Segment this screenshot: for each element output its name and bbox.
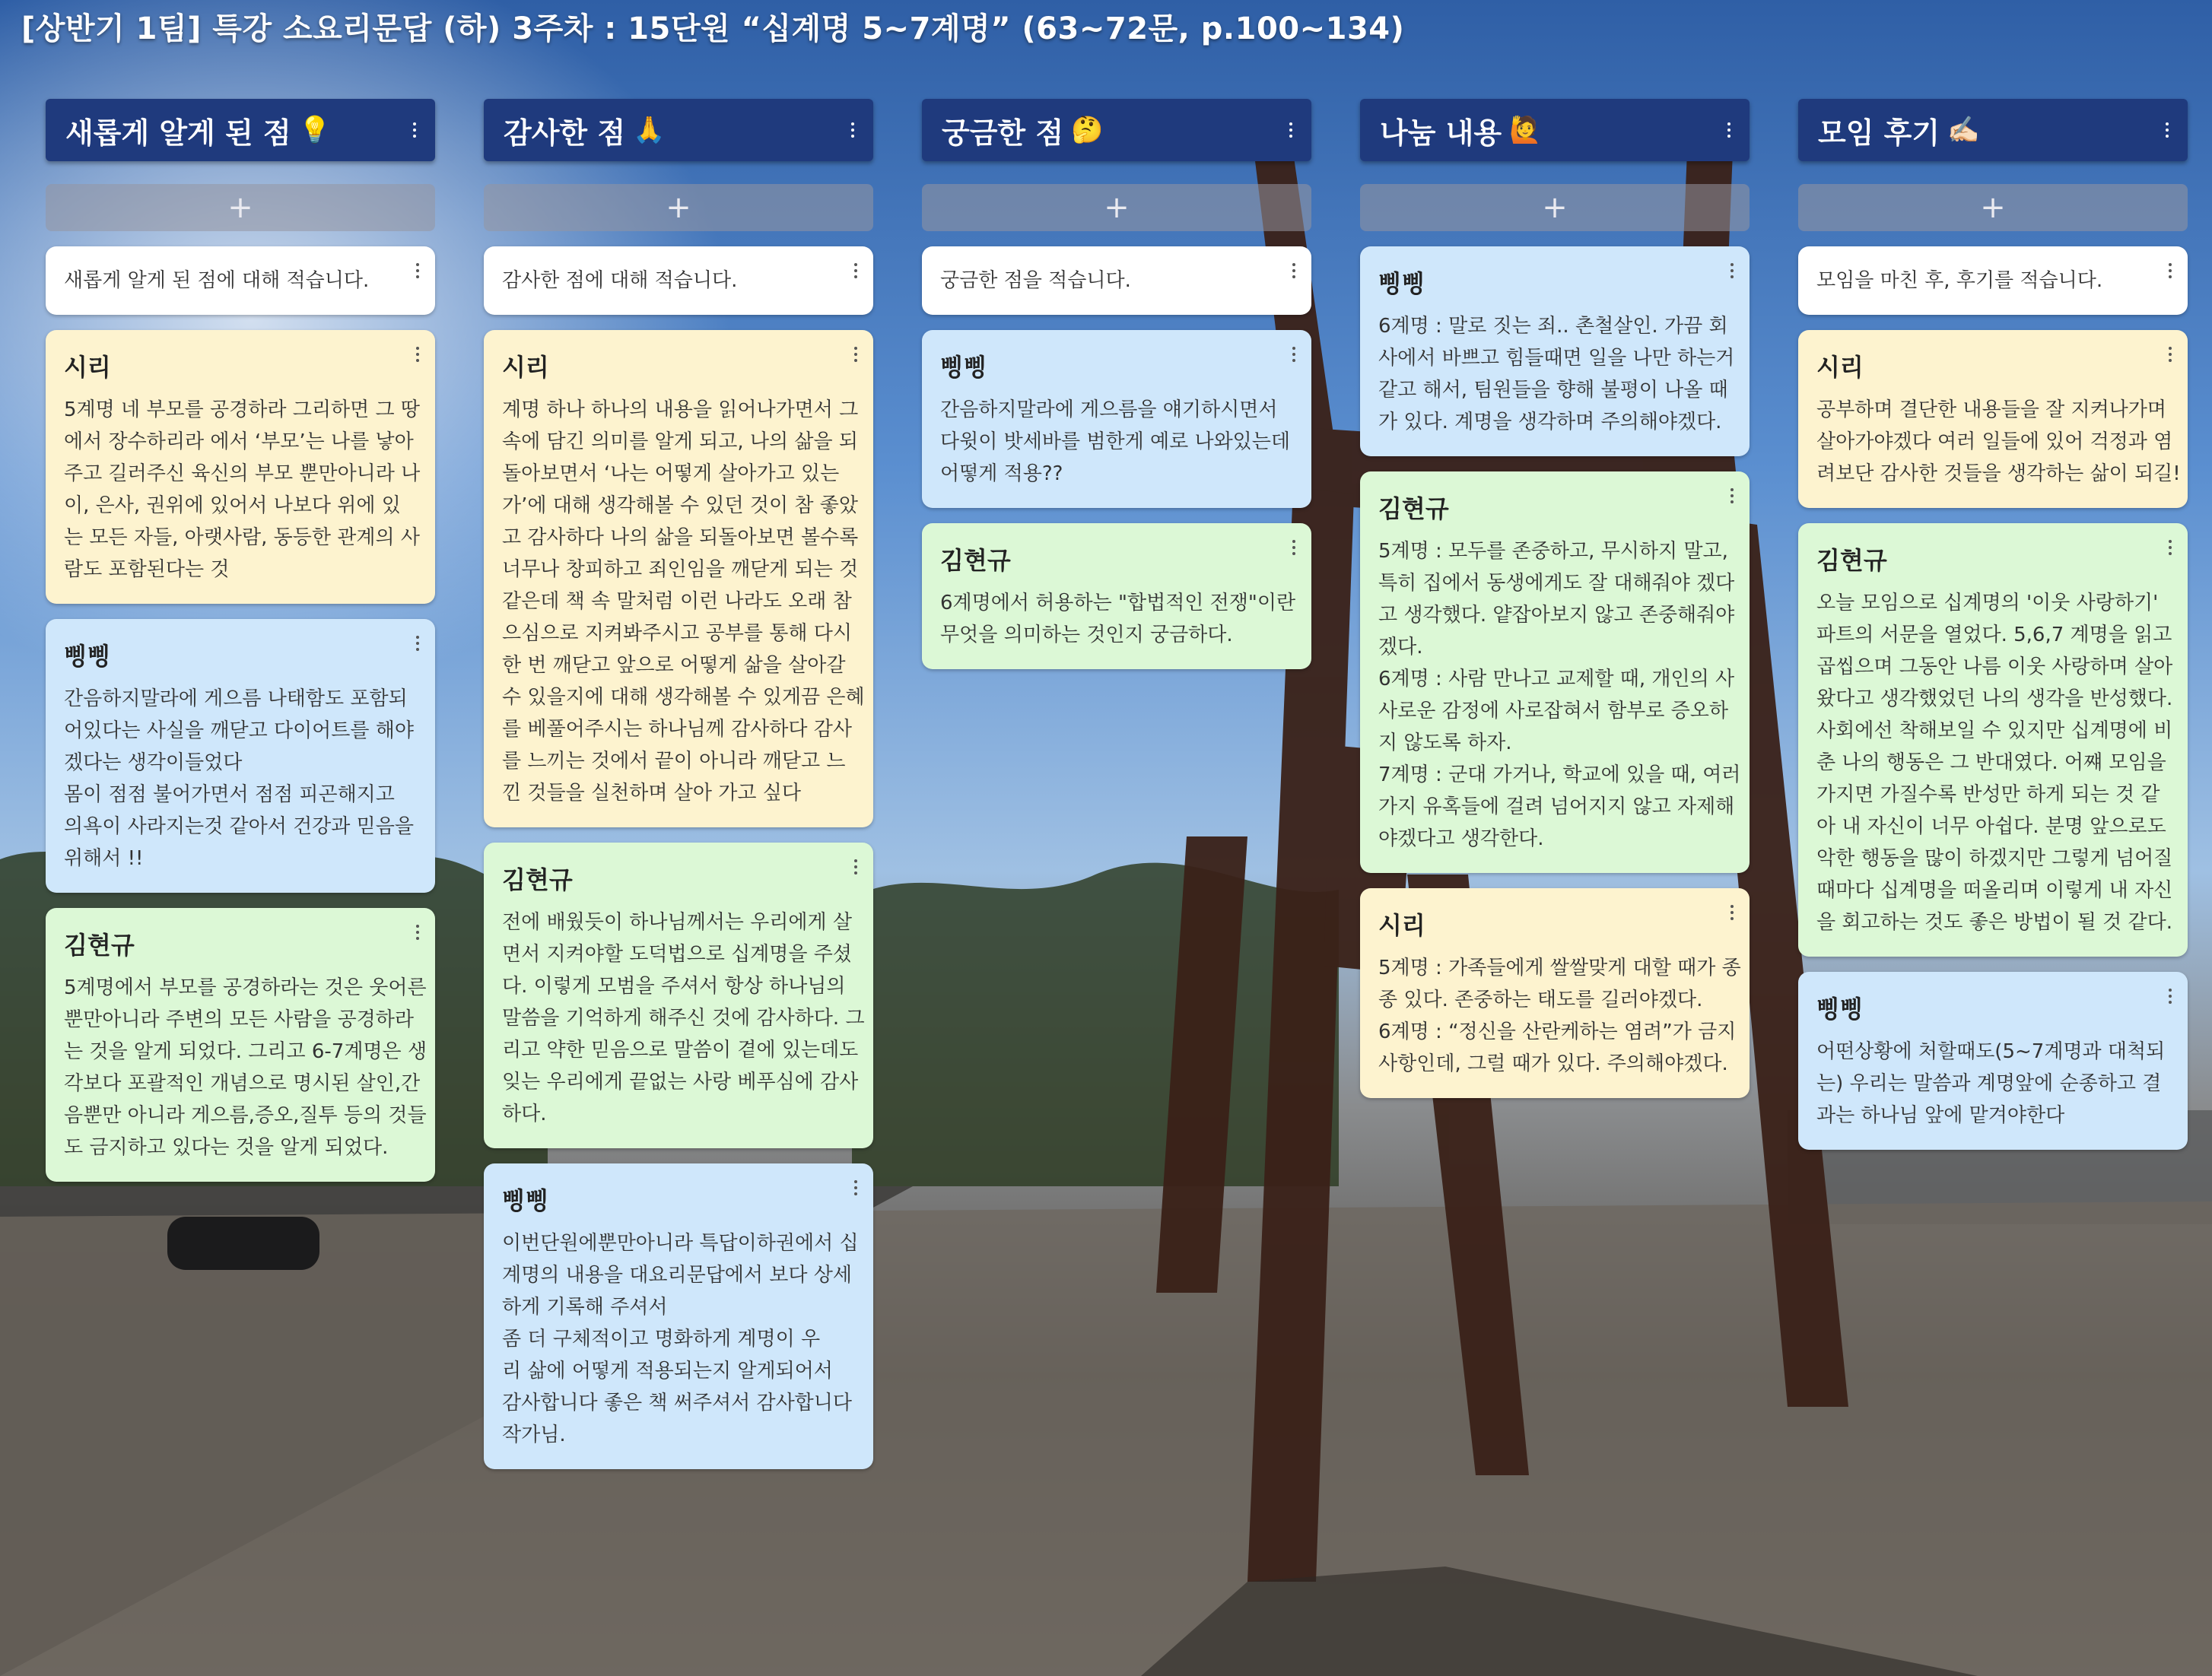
card[interactable] — [484, 843, 873, 1148]
card-text-line: 속에 담긴 의미를 알게 되고, 나의 삶을 되 — [502, 430, 858, 453]
card-text-line: 낀 것들을 실천하며 살아 가고 싶다 — [502, 782, 801, 805]
card-text-line: 고 감사하다 나의 삶을 되돌아보면 볼수록 — [502, 526, 859, 549]
card-text-line: 면서 지켜야할 도덕법으로 십계명을 주셨 — [502, 943, 853, 966]
card-text-line: 간음하지말라에 게으름을 얘기하시면서 — [940, 398, 1278, 421]
card-text-line: 춘 나의 행동은 그 반대였다. 어쨰 모임을 — [1816, 751, 2166, 774]
card-text-line: 사회에선 착해보일 수 있지만 십계명에 비 — [1816, 719, 2173, 742]
card-text-line: 겠다는 생각이들었다 — [64, 751, 243, 774]
card-text-line: 사로운 감정에 사로잡혀서 함부로 증오하 — [1378, 700, 1729, 722]
card-text-line: 지 않도록 하자. — [1378, 732, 1512, 754]
card-text-line: 궁금한 점을 적습니다. — [940, 269, 1131, 292]
card-text-line: 너무나 창피하고 죄인임을 깨닫게 되는 것 — [502, 558, 859, 581]
card-author: 김현규 — [64, 931, 135, 960]
card-text-line: 파트의 서문을 열었다. 5,6,7 계명을 읽고 — [1816, 624, 2172, 646]
card-text-line: 5계명 네 부모를 공경하라 그리하면 그 땅 — [64, 398, 420, 421]
card-menu-icon[interactable] — [1728, 263, 1736, 278]
card[interactable] — [922, 246, 1311, 315]
card-text-line: 모임을 마친 후, 후기를 적습니다. — [1816, 269, 2103, 292]
card-text-line: 하게 기록해 주셔서 — [502, 1296, 668, 1319]
card-text-line: 려보단 감사한 것들을 생각하는 삶이 되길! — [1816, 462, 2181, 485]
column-sharing — [1360, 99, 1750, 1098]
card-text-line: 5계명 : 가족들에게 쌀쌀맞게 대할 때가 종 — [1378, 957, 1741, 979]
card-menu-icon[interactable] — [852, 263, 860, 278]
card-text-line: 가지면 가질수록 반성만 하게 되는 것 같 — [1816, 783, 2160, 806]
card-text-line: 5계명 : 모두를 존중하고, 무시하지 말고, — [1378, 540, 1728, 563]
add-card-button[interactable]: + — [46, 184, 435, 231]
card[interactable] — [1798, 972, 2188, 1150]
card-text-line: 람도 포함된다는 것 — [64, 558, 230, 581]
card[interactable] — [484, 246, 873, 315]
card-text-line: 좀 더 구체적이고 명화하게 계명이 우 — [502, 1328, 821, 1351]
card-text-line: 어있다는 사실을 깨닫고 다이어트를 해야 — [64, 719, 415, 742]
column-menu-icon[interactable] — [849, 122, 857, 138]
card-author: 삥삥 — [1378, 269, 1425, 298]
card[interactable] — [46, 619, 435, 893]
card-author: 김현규 — [1378, 494, 1449, 523]
column-menu-icon[interactable] — [411, 122, 418, 138]
column-header — [1798, 99, 2188, 161]
card-menu-icon[interactable] — [2166, 989, 2174, 1004]
card-text-line: 각보다 포괄적인 개념으로 명시된 살인,간 — [64, 1072, 421, 1095]
card-menu-icon[interactable] — [1290, 263, 1298, 278]
card[interactable] — [922, 330, 1311, 508]
board-title: [상반기 1팀] 특강 소요리문답 (하) 3주차 : 15단원 “십계명 5~7계명” (63~72문, p.100~134) — [21, 11, 1405, 46]
car — [167, 1217, 319, 1270]
column-meeting-review — [1798, 99, 2188, 1150]
lightbulb-icon: 💡 — [298, 115, 331, 145]
card[interactable] — [1798, 330, 2188, 508]
card-text-line: 뿐만아니라 주변의 모든 사람을 공경하라 — [64, 1008, 415, 1031]
card-text-line: 고 생각했다. 얕잡아보지 않고 존중해줘야 — [1378, 604, 1735, 627]
card-text-line: 는 모든 자들, 아랫사람, 동등한 관계의 사 — [64, 526, 420, 549]
card-text-line: 주고 길러주신 육신의 부모 뿐만아니라 나 — [64, 462, 421, 485]
card-text-line: 6계명 : 말로 짓는 죄.. 촌철살인. 가끔 회 — [1378, 315, 1728, 338]
card-text-line: 을 회고하는 것도 좋은 방법이 될 것 같다. — [1816, 911, 2172, 934]
card-text-line: 다윗이 밧세바를 범한게 예로 나와있는데 — [940, 430, 1291, 453]
card-text-line: 감사합니다 좋은 책 써주셔서 감사합니다 — [502, 1392, 853, 1414]
card-text-line: 간음하지말라에 게으름 나태함도 포함되 — [64, 687, 408, 710]
card-text-line: 종 있다. 존중하는 태도를 길러야겠다. — [1378, 989, 1703, 1011]
thinking-face-icon: 🤔 — [1071, 115, 1104, 145]
column-header — [484, 99, 873, 161]
card-menu-icon[interactable] — [414, 636, 421, 651]
card-menu-icon[interactable] — [1728, 905, 1736, 920]
card-text-line: 가지 유혹들에 걸려 넘어지지 않고 자제해 — [1378, 795, 1735, 818]
card-menu-icon[interactable] — [852, 859, 860, 875]
card-menu-icon[interactable] — [1290, 540, 1298, 555]
card-author: 삥삥 — [940, 353, 987, 382]
card-author: 김현규 — [502, 865, 573, 894]
card-text-line: 7계명 : 군대 가거나, 학교에 있을 때, 여러 — [1378, 763, 1741, 786]
card[interactable] — [922, 523, 1311, 669]
card-text-line: 5계명에서 부모를 공경하라는 것은 웃어른 — [64, 976, 427, 999]
card-text-line: 를 베풀어주시는 하나님께 감사하다 감사 — [502, 718, 853, 741]
card-author: 시리 — [502, 353, 549, 382]
card-text-line: 작가님. — [502, 1424, 566, 1446]
column-title: 감사한 점 — [504, 116, 626, 150]
card[interactable] — [1360, 246, 1750, 456]
card-text-line: 때마다 십계명을 떠올리며 이렇게 내 자신 — [1816, 879, 2173, 902]
card-author: 김현규 — [1816, 546, 1887, 575]
card-text-line: 이, 은사, 권위에 있어서 나보다 위에 있 — [64, 494, 401, 517]
card[interactable] — [46, 330, 435, 604]
card-menu-icon[interactable] — [1728, 488, 1736, 503]
card-text-line: 는 것을 알게 되었다. 그리고 6-7계명은 생 — [64, 1040, 427, 1063]
card-text-line: 잊는 우리에게 끝없는 사랑 베푸심에 감사 — [502, 1071, 859, 1094]
card-text-line: 도 금지하고 있다는 것을 알게 되었다. — [64, 1136, 389, 1159]
card-text-line: 음뿐만 아니라 게으름,증오,질투 등의 것들 — [64, 1104, 427, 1127]
column-menu-icon[interactable] — [1725, 122, 1733, 138]
card[interactable] — [46, 246, 435, 315]
card[interactable] — [1798, 523, 2188, 957]
writing-hand-icon: ✍🏻 — [1947, 115, 1980, 145]
card-text-line: 사에서 바쁘고 힘들때면 일을 나만 하는거 — [1378, 347, 1735, 370]
card-menu-icon[interactable] — [2166, 263, 2174, 278]
card-text-line: 한 번 깨닫고 앞으로 어떻게 삶을 살아갈 — [502, 654, 846, 677]
card-menu-icon[interactable] — [414, 347, 421, 362]
card-text-line: 어떤상황에 처할때도(5~7계명과 대척되 — [1816, 1040, 2166, 1063]
column-header — [46, 99, 435, 161]
card-menu-icon[interactable] — [852, 347, 860, 362]
card-author: 삥삥 — [1816, 995, 1864, 1024]
column-title: 나눔 내용 — [1380, 116, 1502, 150]
card-text-line: 사항인데, 그럴 때가 있다. 주의해야겠다. — [1378, 1052, 1728, 1075]
card-text-line: 어떻게 적용?? — [940, 462, 1063, 485]
plaza — [0, 1201, 2212, 1676]
card-text-line: 야겠다고 생각한다. — [1378, 827, 1544, 850]
card-text-line: 6계명 : 사람 만나고 교제할 때, 개인의 사 — [1378, 668, 1735, 690]
card[interactable] — [46, 908, 435, 1182]
raising-hand-icon: 🙋 — [1509, 115, 1542, 145]
add-card-button[interactable]: + — [1798, 184, 2188, 231]
card-text-line: 말씀을 기억하게 해주신 것에 감사하다. 그 — [502, 1007, 865, 1030]
card-text-line: 특히 집에서 동생에게도 잘 대해줘야 겠다 — [1378, 572, 1735, 595]
add-card-button[interactable]: + — [484, 184, 873, 231]
card-text-line: 아 내 자신이 너무 아쉽다. 분명 앞으로도 — [1816, 815, 2166, 838]
card-text-line: 악한 행동을 많이 하겠지만 그렇게 넘어질 — [1816, 847, 2173, 870]
card-text-line: 오늘 모임으로 십계명의 '이웃 사랑하기' — [1816, 592, 2159, 614]
card-text-line: 겠다. — [1378, 636, 1423, 659]
card-menu-icon[interactable] — [2166, 347, 2174, 362]
card-text-line: 위해서 !! — [64, 847, 144, 870]
card-text-line: 곱씹으며 그동안 나름 이웃 사랑하며 살아 — [1816, 655, 2173, 678]
column-menu-icon[interactable] — [2163, 122, 2171, 138]
card[interactable] — [1360, 471, 1750, 873]
card-text-line: 6계명 : “정신을 산란케하는 염려”가 금지 — [1378, 1021, 1737, 1043]
card-text-line: 에서 장수하리라 에서 ‘부모’는 나를 낳아 — [64, 430, 414, 453]
praying-hands-icon: 🙏 — [633, 115, 666, 145]
card-text-line: 같고 해서, 팀원들을 향해 불평이 나올 때 — [1378, 379, 1728, 402]
card-text-line: 리 삶에 어떻게 적용되는지 알게되어서 — [502, 1360, 833, 1382]
card-menu-icon[interactable] — [414, 925, 421, 940]
card-text-line: 으심으로 지켜봐주시고 공부를 통해 다시 — [502, 622, 853, 645]
add-card-button[interactable]: + — [1360, 184, 1750, 231]
column-header — [1360, 99, 1750, 161]
column-questions — [922, 99, 1311, 669]
card-author: 시리 — [1378, 911, 1425, 940]
card-author: 삥삥 — [64, 642, 111, 671]
card-text-line: 공부하며 결단한 내용들을 잘 지켜나가며 — [1816, 398, 2167, 421]
card[interactable] — [1360, 888, 1750, 1098]
column-title: 새롭게 알게 된 점 — [65, 116, 291, 150]
card-author: 시리 — [1816, 353, 1864, 382]
card-text-line: 전에 배웠듯이 하나님께서는 우리에게 살 — [502, 911, 853, 934]
column-title: 모임 후기 — [1818, 116, 1940, 150]
card-text-line: 수 있을지에 대해 생각해볼 수 있게끔 은혜 — [502, 686, 865, 709]
column-title: 궁금한 점 — [942, 116, 1064, 150]
card-text-line: 돌아보면서 ‘나는 어떻게 살아가고 있는 — [502, 462, 840, 485]
card[interactable] — [484, 330, 873, 827]
card-author: 삥삥 — [502, 1186, 549, 1215]
card-text-line: 를 느끼는 것에서 끝이 아니라 깨닫고 느 — [502, 750, 846, 773]
card-menu-icon[interactable] — [852, 1180, 860, 1195]
column-menu-icon[interactable] — [1287, 122, 1295, 138]
card-text-line: 같은데 책 속 말처럼 이런 나라도 오래 참 — [502, 590, 852, 613]
card-text-line: 과는 하나님 앞에 맡겨야한다 — [1816, 1104, 2065, 1127]
column-gratitude — [484, 99, 873, 1469]
card-text-line: 는) 우리는 말씀과 계명앞에 순종하고 결 — [1816, 1072, 2162, 1095]
card-text-line: 리고 약한 믿음으로 말씀이 곁에 있는데도 — [502, 1039, 859, 1062]
card-menu-icon[interactable] — [1290, 347, 1298, 362]
card-text-line: 다. 이렇게 모범을 주셔서 항상 하나님의 — [502, 975, 846, 998]
column-header — [922, 99, 1311, 161]
card-text-line: 6계명에서 허용하는 "합법적인 전쟁"이란 — [940, 592, 1296, 614]
card-text-line: 살아가야겠다 여러 일들에 있어 걱정과 염 — [1816, 430, 2173, 453]
card-text-line: 계명 하나 하나의 내용을 읽어나가면서 그 — [502, 398, 859, 421]
trees-center — [852, 863, 1339, 1186]
card-text-line: 계명의 내용을 대요리문답에서 보다 상세 — [502, 1264, 853, 1287]
card-text-line: 의욕이 사라지는것 같아서 건강과 믿음을 — [64, 815, 415, 838]
card-menu-icon[interactable] — [414, 263, 421, 278]
card-text-line: 가 있다. 계명을 생각하며 주의해야겠다. — [1378, 411, 1722, 433]
card-text-line: 가’에 대해 생각해볼 수 있던 것이 참 좋았 — [502, 494, 858, 517]
card-author: 김현규 — [940, 546, 1011, 575]
card-text-line: 몸이 점점 불어가면서 점점 피곤해지고 — [64, 783, 395, 806]
card[interactable] — [1798, 246, 2188, 315]
column-new-learnings — [46, 99, 435, 1182]
card[interactable] — [484, 1163, 873, 1469]
card-text-line: 왔다고 생각했었던 나의 생각을 반성했다. — [1816, 687, 2173, 710]
card-text-line: 하다. — [502, 1103, 547, 1125]
card-author: 시리 — [64, 353, 111, 382]
card-text-line: 새롭게 알게 된 점에 대해 적습니다. — [64, 269, 370, 292]
card-menu-icon[interactable] — [2166, 540, 2174, 555]
card-text-line: 감사한 점에 대해 적습니다. — [502, 269, 738, 292]
add-card-button[interactable]: + — [922, 184, 1311, 231]
card-text-line: 이번단원에뿐만아니라 특답이하권에서 십 — [502, 1232, 859, 1255]
card-text-line: 무엇을 의미하는 것인지 궁금하다. — [940, 624, 1233, 646]
